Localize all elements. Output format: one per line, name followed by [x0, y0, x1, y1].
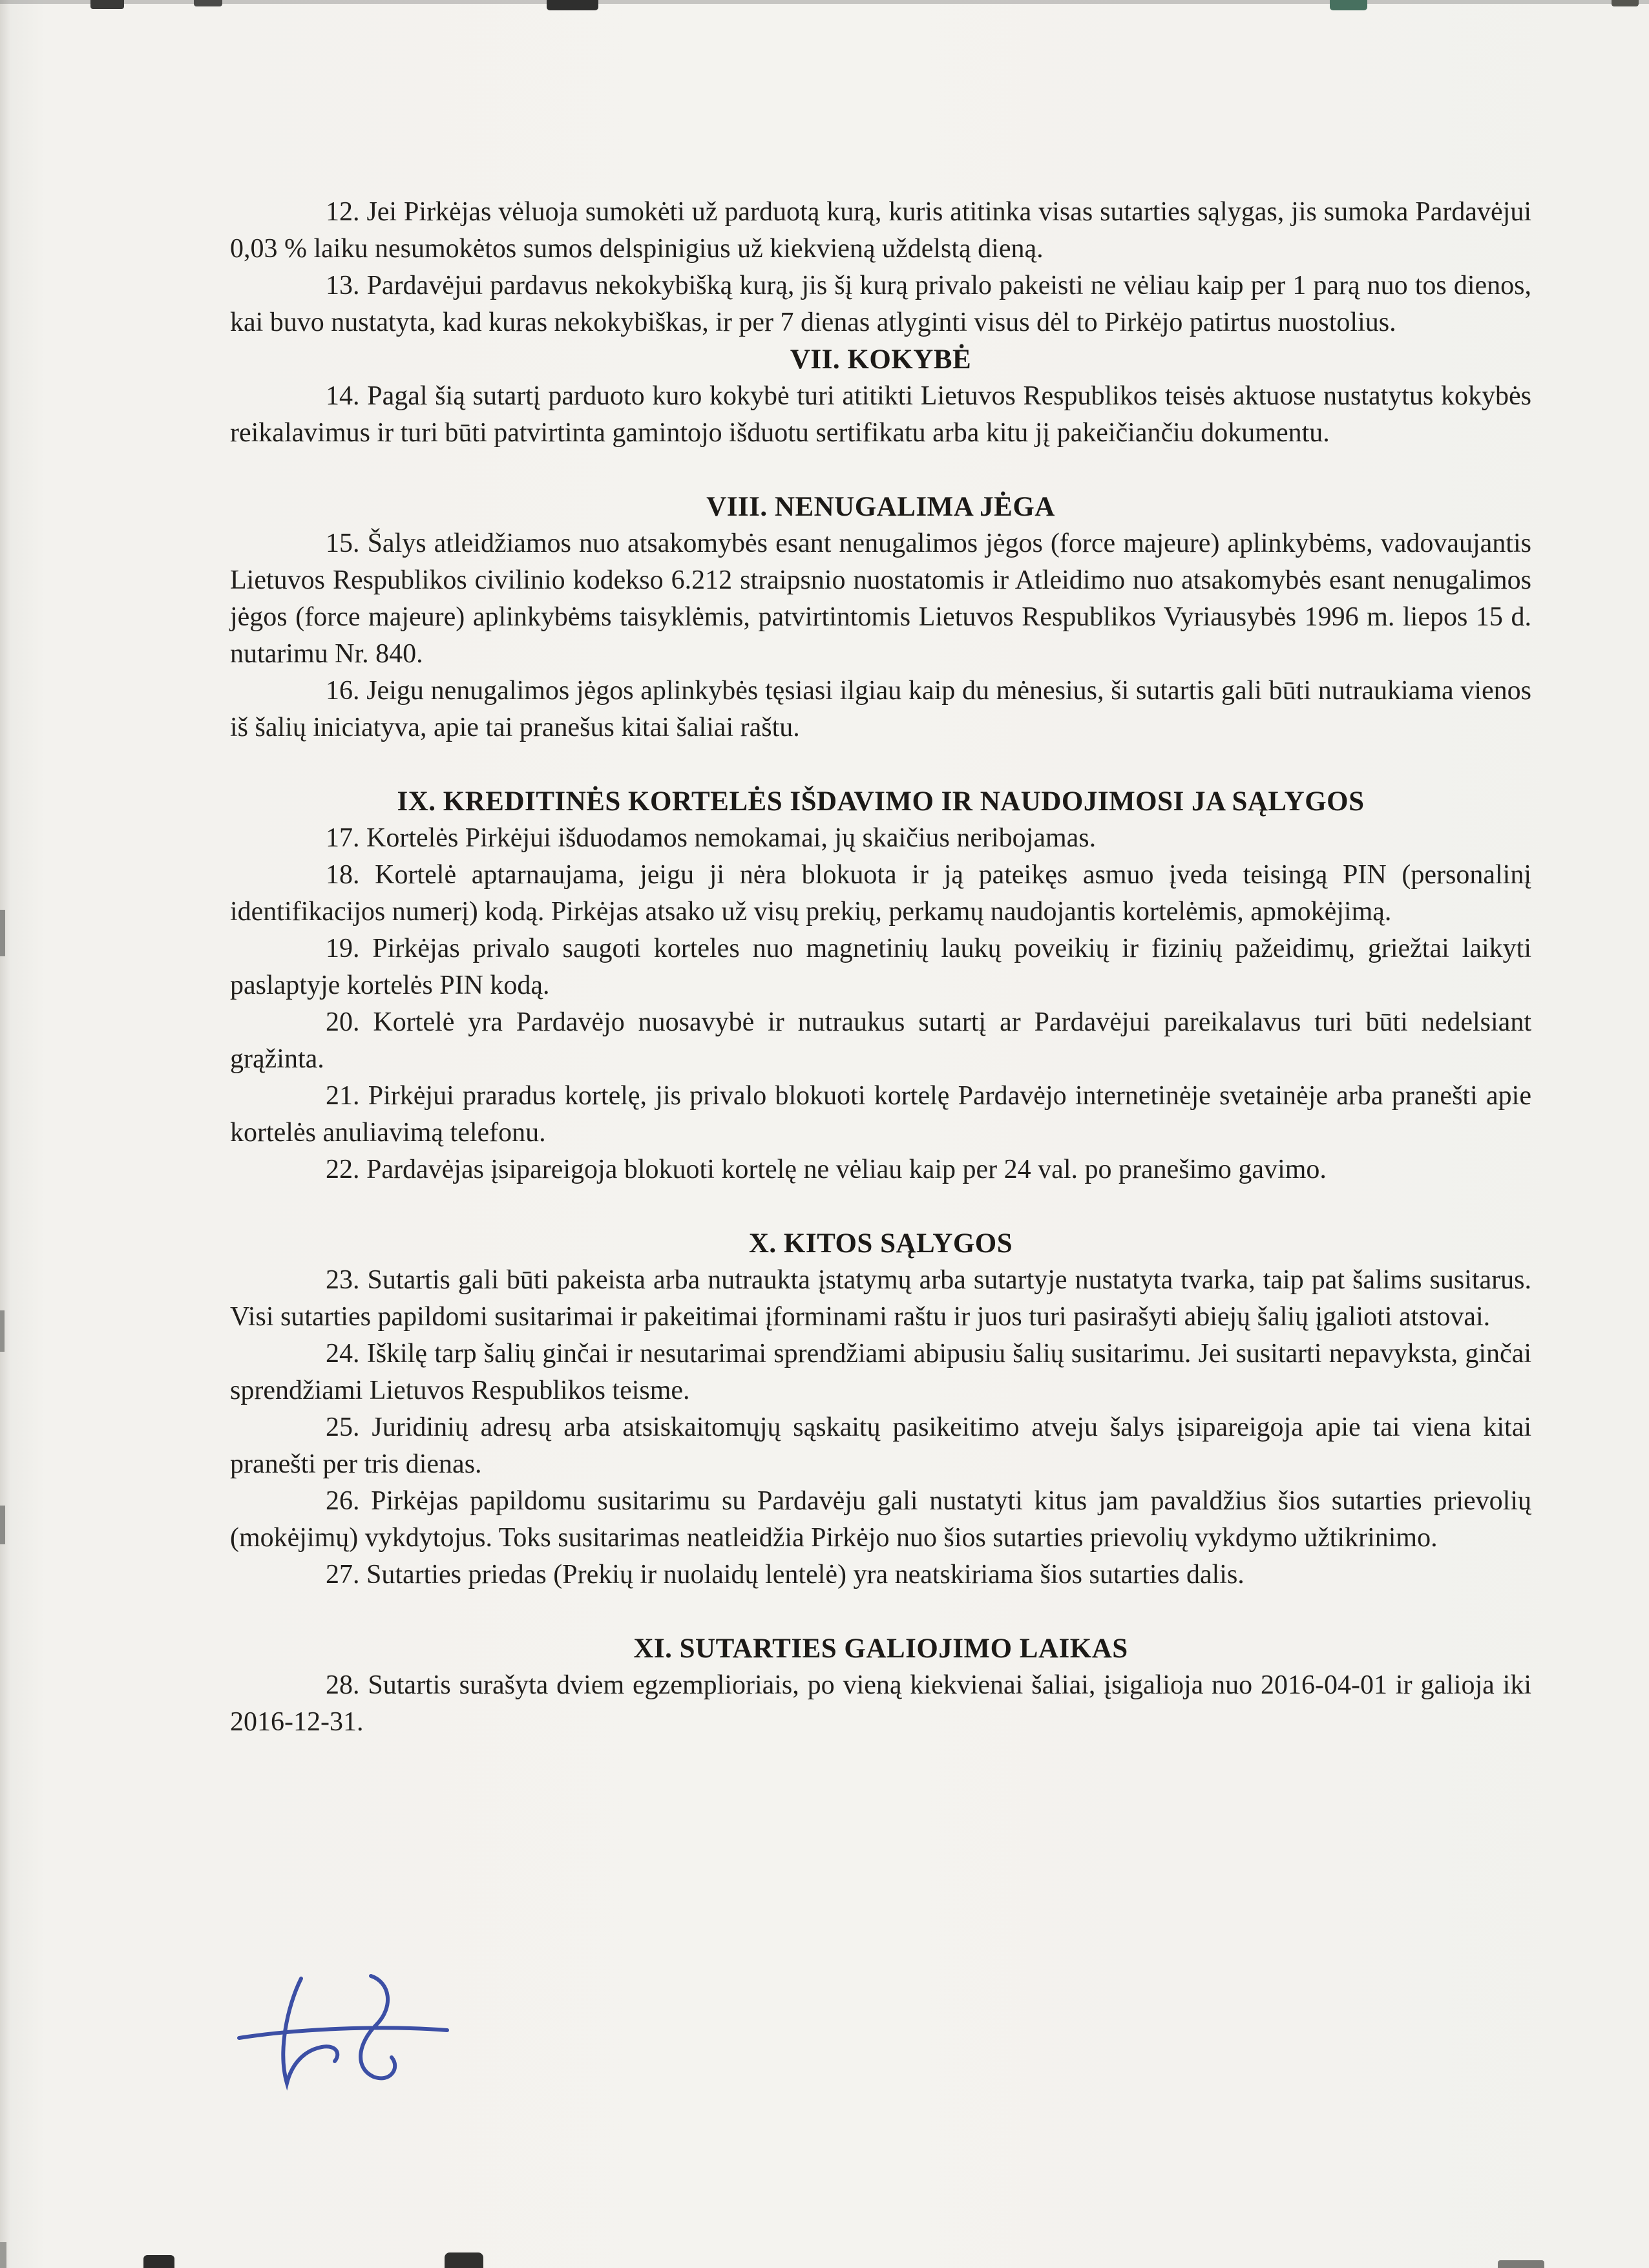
- scan-artifact-bottom-2: [445, 2252, 483, 2268]
- clause-18: 18. Kortelė aptarnaujama, jeigu ji nėra blokuota ir ją pateikęs asmuo įveda teisingą PIN (personalinį identifikacijos numerį) kodą. Pirkėjas atsako už visų prekių, perkamų naudojantis kortelėmis, apmokėjimą.: [230, 860, 1531, 927]
- clause-24: 24. Iškilę tarp šalių ginčai ir nesutarimai sprendžiami abipusiu šalių susitarimu. Jei susitarti nepavyksta, ginčai sprendžiami Lietuvos Respublikos teisme.: [230, 1339, 1531, 1405]
- clause-15: 15. Šalys atleidžiamos nuo atsakomybės esant nenugalimos jėgos (force majeure) aplinkybėms, vadovaujantis Lietuvos Respublikos civilinio kodekso 6.212 straipsnio nuostatomis ir Atleidimo nuo atsakomybės esant nenugalimos jėgos (force majeure) aplinkybėms taisyklėmis, patvirtintomis Lietuvos Respublikos Vyriausybės 1996 m. liepos 15 d. nutarimu Nr. 840.: [230, 529, 1531, 669]
- clause-14: 14. Pagal šią sutartį parduoto kuro kokybė turi atitikti Lietuvos Respublikos teisės aktuose nustatytus kokybės reikalavimus ir turi būti patvirtinta gamintojo išduotu sertifikatu arba kitu jį pakeičiančiu dokumentu.: [230, 381, 1531, 448]
- clause-28: 28. Sutartis surašyta dviem egzemplioriais, po vieną kiekvienai šaliai, įsigalioja nuo 2016-04-01 ir galioja iki 2016-12-31.: [230, 1670, 1531, 1737]
- clause-19: 19. Pirkėjas privalo saugoti korteles nuo magnetinių laukų poveikių ir fizinių pažeidimų, griežtai laikyti paslaptyje kortelės PIN kodą.: [230, 934, 1531, 1000]
- scan-artifact-left-2: [0, 1310, 5, 1352]
- section-force-majeure: [230, 488, 1531, 746]
- clause-20: 20. Kortelė yra Pardavėjo nuosavybė ir nutraukus sutartį ar Pardavėjui pareikalavus turi būti nedelsiant grąžinta.: [230, 1007, 1531, 1074]
- section-heading-x: X. KITOS SĄLYGOS: [748, 1228, 1013, 1259]
- scan-artifact-bottom-3: [1498, 2260, 1544, 2268]
- scan-artifact-top-1: [90, 0, 124, 9]
- handwritten-signature: [225, 1969, 470, 2092]
- contract-text: [230, 194, 1531, 1741]
- section-quality: [230, 341, 1531, 452]
- section-heading-viii: VIII. NENUGALIMA JĖGA: [706, 492, 1055, 522]
- scan-artifact-top-3: [547, 0, 598, 10]
- clause-16: 16. Jeigu nenugalimos jėgos aplinkybės tęsiasi ilgiau kaip du mėnesius, ši sutartis gali būti nutraukiama vienos iš šalių iniciatyva, apie tai pranešus kitai šaliai raštu.: [230, 676, 1531, 742]
- scan-artifact-left-1: [0, 910, 5, 956]
- scan-artifact-top-teal: [1330, 0, 1367, 10]
- scan-artifact-top-strip: [0, 0, 1649, 4]
- clause-23: 23. Sutartis gali būti pakeista arba nutraukta įstatymų arba sutartyje nustatyta tvarka, taip pat šalims susitarus. Visi sutarties papildomi susitarimai ir pakeitimai įforminami raštu ir juos turi pasirašyti abiejų šalių įgalioti atstovai.: [230, 1265, 1531, 1332]
- scan-artifact-left-3: [0, 1506, 5, 1544]
- section-heading-xi: XI. SUTARTIES GALIOJIMO LAIKAS: [633, 1633, 1128, 1664]
- clause-21: 21. Pirkėjui praradus kortelę, jis privalo blokuoti kortelę Pardavėjo internetinėje svetainėje arba pranešti apie kortelės anuliavimą telefonu.: [230, 1081, 1531, 1148]
- clause-25: 25. Juridinių adresų arba atsiskaitomųjų sąskaitų pasikeitimo atveju šalys įsipareigoja apie tai viena kitai pranešti per tris dienas.: [230, 1412, 1531, 1479]
- section-heading-vii: VII. KOKYBĖ: [790, 344, 972, 375]
- clause-12: 12. Jei Pirkėjas vėluoja sumokėti už parduotą kurą, kuris atitinka visas sutarties sąlygas, jis sumoka Pardavėjui 0,03 % laiku nesumokėtos sumos delspinigius už kiekvieną uždelstą dieną.: [230, 197, 1531, 264]
- clause-13: 13. Pardavėjui pardavus nekokybišką kurą, jis šį kurą privalo pakeisti ne vėliau kaip per 1 parą nuo tos dienos, kai buvo nustatyta, kad kuras nekokybiškas, ir per 7 dienas atlyginti visus dėl to Pirkėjo patirtus nuostolius.: [230, 271, 1531, 337]
- section-heading-ix: IX. KREDITINĖS KORTELĖS IŠDAVIMO IR NAUDOJIMOSI JA SĄLYGOS: [397, 786, 1365, 817]
- clause-17: 17. Kortelės Pirkėjui išduodamos nemokamai, jų skaičius neribojamas.: [326, 823, 1097, 853]
- clause-26: 26. Pirkėjas papildomu susitarimu su Pardavėju gali nustatyti kitus jam pavaldžius šios sutarties prievolių (mokėjimų) vykdytojus. Toks susitarimas neatleidžia Pirkėjo nuo šios sutarties prievolių vykdymo užtikrinimo.: [230, 1486, 1531, 1553]
- scan-artifact-bottom-1: [143, 2255, 174, 2268]
- section-other-terms: [230, 1225, 1531, 1593]
- scan-artifact-top-4: [1612, 0, 1639, 6]
- scan-artifact-bottom-corner: [0, 2242, 6, 2268]
- clause-27: 27. Sutarties priedas (Prekių ir nuolaidų lentelė) yra neatskiriama šios sutarties dalis.: [326, 1560, 1245, 1590]
- scan-artifact-top-2: [194, 0, 222, 6]
- clause-22: 22. Pardavėjas įsipareigoja blokuoti kortelę ne vėliau kaip per 24 val. po pranešimo gavimo.: [326, 1155, 1327, 1184]
- section-validity-term: [230, 1630, 1531, 1741]
- section-credit-cards: [230, 783, 1531, 1188]
